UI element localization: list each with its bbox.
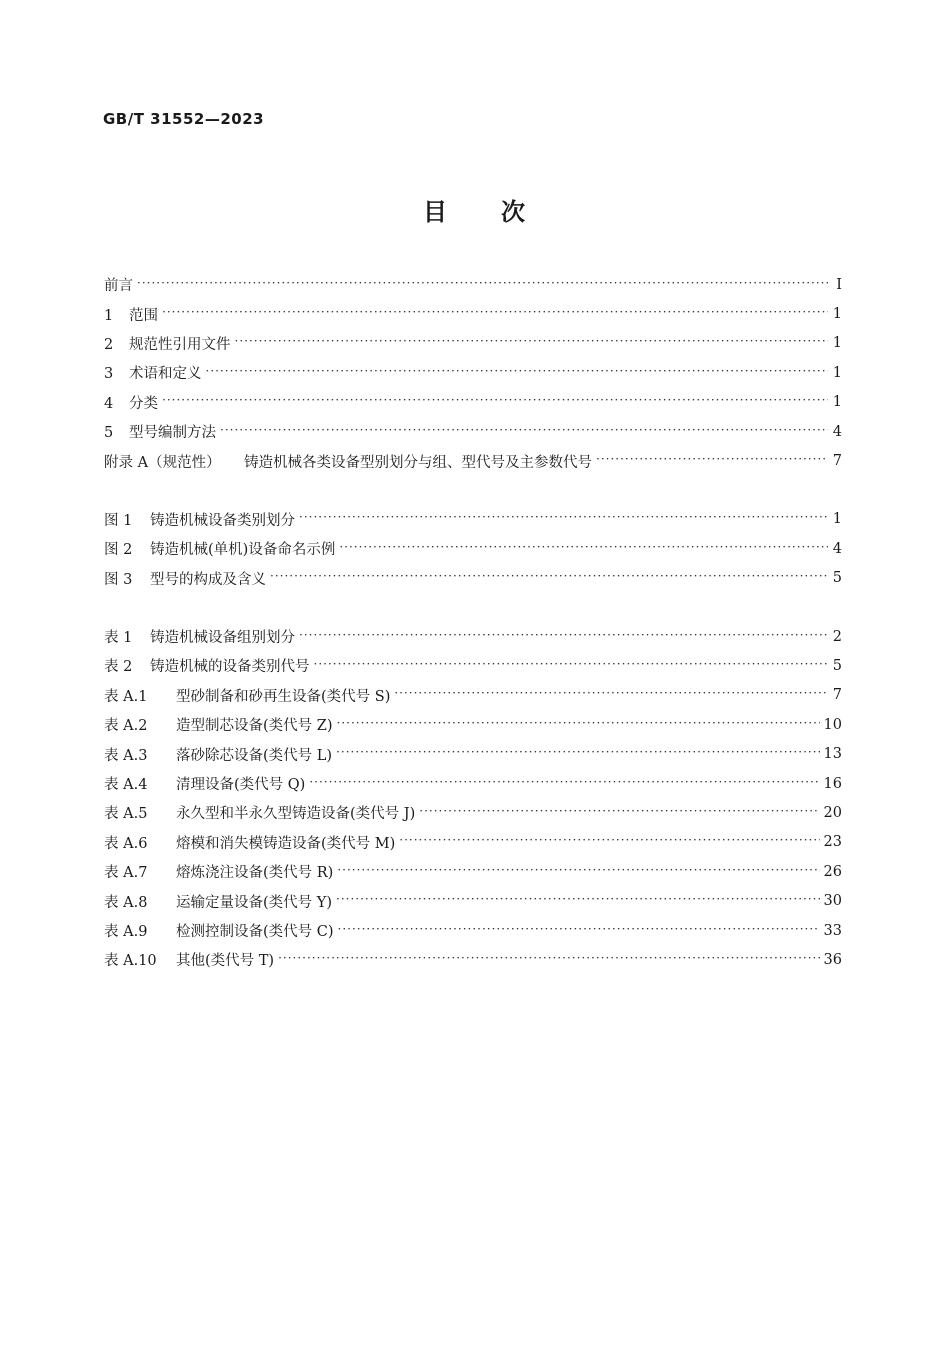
toc-entry-title <box>104 304 158 325</box>
dot-leader <box>337 715 820 731</box>
toc-entry[interactable] <box>104 945 842 974</box>
toc-entry-number: 1 <box>104 307 114 324</box>
dot-leader <box>336 891 820 907</box>
toc-entry[interactable] <box>104 710 842 739</box>
toc-entry-title <box>104 714 333 735</box>
toc-entry-label: 型砂制备和砂再生设备(类代号 S) <box>176 688 391 705</box>
toc-entry[interactable] <box>104 622 842 651</box>
toc-entry-title <box>104 451 592 472</box>
toc-entry-page: 4 <box>832 540 842 557</box>
toc-entry-label: 铸造机械的设备类别代号 <box>150 659 310 676</box>
toc-entry-label: 运输定量设备(类代号 Y) <box>176 894 332 911</box>
toc-entry-label: 型号编制方法 <box>129 425 216 442</box>
toc-sections <box>104 270 842 476</box>
toc-entry-number: 表 A.6 <box>104 835 148 852</box>
toc-entry-label: 熔模和消失模铸造设备(类代号 M) <box>176 835 396 852</box>
standard-code: GB/T 31552—2023 <box>103 110 265 128</box>
toc-entry-page: Ⅰ <box>836 276 842 293</box>
toc-entry[interactable] <box>104 270 842 299</box>
toc-entry-title <box>104 626 295 647</box>
dot-leader <box>162 392 828 408</box>
toc-entry-title <box>104 744 332 765</box>
dot-leader <box>137 275 828 291</box>
toc-entry-title <box>104 568 266 589</box>
toc-entry-title <box>104 773 305 794</box>
toc-figures <box>104 505 842 593</box>
toc-entry-number: 4 <box>104 395 114 412</box>
toc-entry-title <box>104 421 216 442</box>
toc-entry-page: 20 <box>823 804 842 821</box>
table-of-contents <box>104 270 842 1004</box>
dot-leader <box>338 921 820 937</box>
dot-leader <box>337 862 819 878</box>
toc-entry-label: 清理设备(类代号 Q) <box>176 777 306 794</box>
toc-entry-number: 图 2 <box>104 542 133 559</box>
toc-entry-label: 永久型和半永久型铸造设备(类代号 J) <box>176 806 416 823</box>
dot-leader <box>336 744 819 760</box>
dot-leader <box>314 656 829 672</box>
toc-entry-page: 30 <box>823 893 842 910</box>
toc-entry-page: 16 <box>823 775 842 792</box>
toc-entry-label: 规范性引用文件 <box>129 336 231 353</box>
toc-entry-number: 表 A.1 <box>104 688 148 705</box>
toc-entry[interactable] <box>104 739 842 768</box>
toc-entry-page: 26 <box>823 863 842 880</box>
toc-entry-page: 4 <box>832 423 842 440</box>
toc-entry-number: 表 1 <box>104 630 133 647</box>
dot-leader <box>309 774 819 790</box>
toc-entry-number: 表 A.7 <box>104 865 148 882</box>
toc-entry[interactable] <box>104 329 842 358</box>
toc-entry-title <box>104 333 231 354</box>
toc-entry-number: 表 A.3 <box>104 747 148 764</box>
toc-entry-title <box>104 274 133 295</box>
toc-entry-title <box>104 685 390 706</box>
toc-entry[interactable] <box>104 651 842 680</box>
toc-entry-title <box>104 538 335 559</box>
toc-entry-label: 分类 <box>129 395 158 412</box>
toc-entry-label: 范围 <box>129 307 158 324</box>
dot-leader <box>596 451 828 467</box>
toc-entry[interactable] <box>104 446 842 475</box>
toc-entry[interactable] <box>104 358 842 387</box>
toc-entry-number: 表 2 <box>104 659 133 676</box>
toc-entry-title <box>104 509 295 530</box>
toc-entry-number: 图 1 <box>104 512 133 529</box>
toc-entry[interactable] <box>104 886 842 915</box>
toc-entry-number: 图 3 <box>104 571 133 588</box>
toc-entry-page: 23 <box>823 834 842 851</box>
toc-entry-title <box>104 861 333 882</box>
dot-leader <box>162 304 828 320</box>
toc-entry-number: 表 A.10 <box>104 953 157 970</box>
toc-entry-label: 其他(类代号 T) <box>176 953 275 970</box>
toc-entry-number: 5 <box>104 425 114 442</box>
toc-entry-page: 10 <box>823 716 842 733</box>
toc-entry-label: 检测控制设备(类代号 C) <box>176 924 334 940</box>
toc-entry-number: 表 A.5 <box>104 806 148 823</box>
toc-entry-page: 7 <box>832 453 842 470</box>
toc-entry-title <box>104 920 334 941</box>
toc-entry-label: 铸造机械各类设备型别划分与组、型代号及主参数代号 <box>244 454 592 471</box>
dot-leader <box>235 333 829 349</box>
dot-leader <box>270 568 828 584</box>
toc-entry-label: 铸造机械设备组别划分 <box>150 630 295 647</box>
toc-entry-label: 型号的构成及含义 <box>150 571 266 588</box>
toc-entry-number: 表 A.8 <box>104 894 148 911</box>
toc-entry-title <box>104 392 158 413</box>
toc-entry-number: 表 A.9 <box>104 924 148 940</box>
toc-entry[interactable] <box>104 564 842 593</box>
toc-entry-page: 2 <box>832 628 842 645</box>
toc-entry-page: 1 <box>832 335 842 352</box>
toc-entry-label: 熔炼浇注设备(类代号 R) <box>176 865 334 882</box>
toc-entry-page: 5 <box>832 570 842 587</box>
toc-entry-label: 造型制芯设备(类代号 Z) <box>176 718 333 735</box>
toc-entry[interactable] <box>104 769 842 798</box>
toc-entry[interactable] <box>104 857 842 886</box>
toc-entry[interactable] <box>104 916 842 945</box>
toc-entry[interactable] <box>104 798 842 827</box>
toc-entry-page: 33 <box>823 922 842 939</box>
toc-entry-page: 1 <box>832 511 842 528</box>
toc-entry-title <box>104 949 274 970</box>
toc-entry-label: 落砂除芯设备(类代号 L) <box>176 747 333 764</box>
toc-entry-title <box>104 802 415 823</box>
dot-leader <box>339 539 828 555</box>
toc-entry[interactable] <box>104 388 842 417</box>
toc-entry-title <box>104 891 332 912</box>
toc-entry-page: 1 <box>832 306 842 323</box>
toc-entry-label: 铸造机械(单机)设备命名示例 <box>150 542 336 559</box>
toc-entry-page: 13 <box>823 746 842 763</box>
dot-leader <box>299 509 828 525</box>
toc-entry-number: 3 <box>104 366 114 383</box>
page-title: 目 次 <box>423 198 527 226</box>
toc-entry-number: 2 <box>104 336 114 353</box>
toc-entry-page: 5 <box>832 657 842 674</box>
toc-entry-number: 附录 A（规范性） <box>104 454 221 471</box>
dot-leader <box>394 685 828 701</box>
toc-entry[interactable] <box>104 417 842 446</box>
dot-leader <box>299 627 828 643</box>
toc-entry-title <box>104 655 310 676</box>
toc-entry-page: 7 <box>832 687 842 704</box>
dot-leader <box>220 422 828 438</box>
toc-entry-page: 1 <box>832 394 842 411</box>
toc-entry[interactable] <box>104 828 842 857</box>
dot-leader <box>206 363 829 379</box>
toc-entry[interactable] <box>104 299 842 328</box>
toc-entry-label: 铸造机械设备类别划分 <box>150 512 295 529</box>
toc-entry-title <box>104 362 202 383</box>
toc-entry-number: 表 A.4 <box>104 777 148 794</box>
toc-entry-page: 36 <box>823 951 842 968</box>
toc-entry-label: 前言 <box>104 278 133 295</box>
toc-entry[interactable] <box>104 505 842 534</box>
dot-leader <box>399 832 819 848</box>
toc-entry[interactable] <box>104 681 842 710</box>
toc-entry-label: 术语和定义 <box>129 366 202 383</box>
toc-entry[interactable] <box>104 534 842 563</box>
toc-entry-page: 1 <box>832 364 842 381</box>
dot-leader <box>419 803 819 819</box>
toc-entry-title <box>104 832 395 853</box>
toc-entry-number: 表 A.2 <box>104 718 148 735</box>
dot-leader <box>278 950 819 966</box>
toc-tables <box>104 622 842 975</box>
